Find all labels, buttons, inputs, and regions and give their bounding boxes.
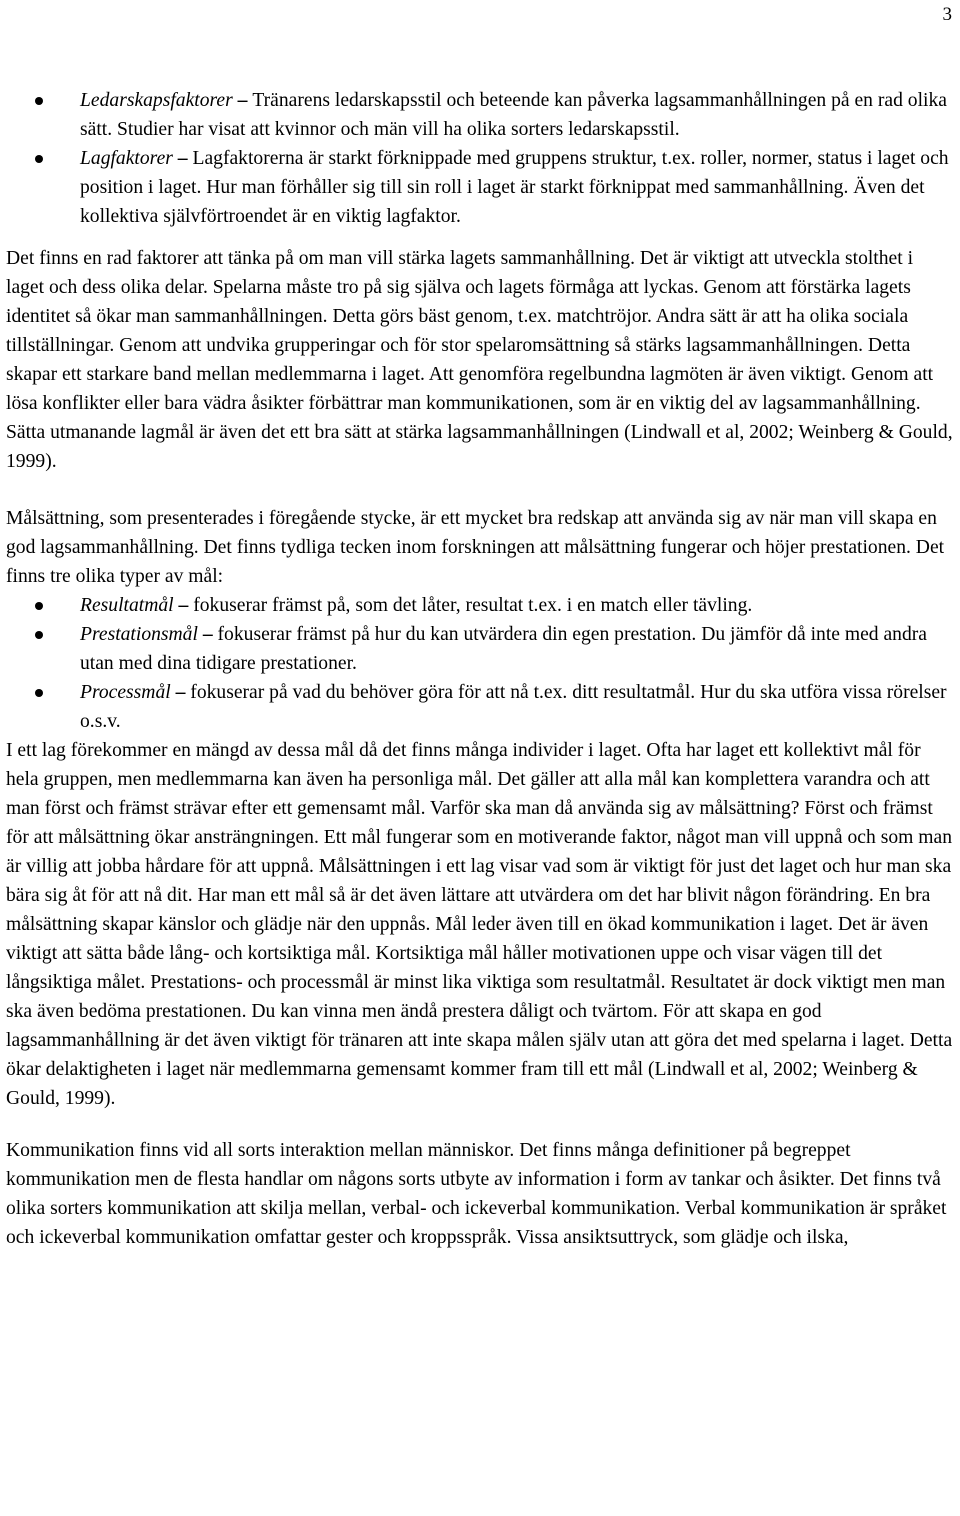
list-item-dash: – — [170, 682, 191, 703]
list-item — [6, 620, 954, 678]
list-item-term: Resultatmål — [80, 595, 174, 616]
list-item — [6, 86, 954, 144]
factor-list — [6, 86, 954, 231]
list-item — [6, 591, 954, 620]
list-item — [6, 678, 954, 736]
list-item-text: fokuserar främst på hur du kan utvärdera din egen prestation. Du jämför då inte med andra utan med dina tidigare prestationer. — [80, 624, 928, 674]
page-number: 3 — [942, 4, 952, 25]
list-item-dash: – — [197, 624, 218, 645]
paragraph-team-goals: I ett lag förekommer en mängd av dessa mål då det finns många individer i laget. Ofta har laget ett kollektivt mål för hela gruppen, men medlemmarna kan även ha personliga mål. Det gäller att alla mål kan komplettera varandra och att man först och främst strävar efter ett gemensamt mål. Varför ska man då använda sig av målsättning? Först och främst för att målsättning ökar ansträngningen. Ett mål fungerar som en motiverande faktor, något man vill uppnå och som man är villig att jobba hårdare för att uppnå. Målsättningen i ett lag visar vad som är viktigt för just det laget och hur man ska bära sig åt för att nå dit. Har man ett mål så är det även lättare att utvärdera om det har blivit någon förändring. En bra målsättning skapar känslor och glädje när den uppnås. Mål leder även till en ökad kommunikation i laget. Det är även viktigt att sätta både lång- och kortsiktiga mål. Kortsiktiga mål håller motivationen uppe och visar vägen till det långsiktiga målet. Prestations- och processmål är minst lika viktiga som resultatmål. Resultatet är dock viktigt men man ska även bedöma prestationen. Du kan vinna men ändå prestera dåligt och tvärtom. För att skapa en god lagsammanhållning är det även viktigt för tränaren att inte skapa målen själv utan att göra det med spelarna i laget. Detta ökar delaktigheten i laget när medlemmarna gemensamt kommer fram till ett mål (Lindwall et al, 2002; Weinberg & Gould, 1999). — [6, 740, 953, 1109]
paragraph-communication: Kommunikation finns vid all sorts interaktion mellan människor. Det finns många definitioner på begreppet kommunikation men de flesta handlar om någons sorts utbyte av information i form av tankar och åsikter. Det finns två olika sorters kommunikation att skilja mellan, verbal- och ickeverbal kommunikation. Verbal kommunikation är språket och ickeverbal kommunikation omfattar gester och kroppsspråk. Vissa ansiktsuttryck, som glädje och ilska, — [6, 1140, 947, 1248]
paragraph-cohesion: Det finns en rad faktorer att tänka på om man vill stärka lagets sammanhållning. Det är viktigt att utveckla stolthet i laget och dess olika delar. Spelarna måste tro på sig själva och lagets förmåga att lyckas. Genom att förstärka lagets identitet så ökar man sammanhållningen. Detta görs bäst genom, t.ex. matchtröjor. Andra sätt är att ha olika sociala tillställningar. Genom att undvika grupperingar och för stor spelaromsättning så stärks lagsammanhållningen. Detta skapar ett starkare band mellan medlemmarna i laget. Att genomföra regelbundna lagmöten är även viktigt. Genom att lösa konflikter eller bara vädra åsikter förbättrar man kommunikationen, som är en viktig del av lagsammanhållning. Sätta utmanande lagmål är även det ett bra sätt at stärka lagsammanhållningen (Lindwall et al, 2002; Weinberg & Gould, 1999). — [6, 248, 953, 472]
list-item-dash: – — [173, 595, 194, 616]
list-item — [6, 144, 954, 231]
list-item-term: Ledarskapsfaktorer — [80, 90, 233, 111]
list-item-dash: – — [232, 90, 253, 111]
list-item-text: fokuserar på vad du behöver göra för att nå t.ex. ditt resultatmål. Hur du ska utföra vissa rörelser o.s.v. — [80, 682, 947, 732]
document-body — [6, 86, 954, 1252]
list-item-dash: – — [172, 148, 193, 169]
list-item-term: Processmål — [80, 682, 171, 703]
list-item-term: Lagfaktorer — [80, 148, 173, 169]
goal-type-list — [6, 591, 954, 736]
list-item-text: fokuserar främst på, som det låter, resultat t.ex. i en match eller tävling. — [193, 595, 753, 616]
paragraph-goal-setting: Målsättning, som presenterades i föregående stycke, är ett mycket bra redskap att använda sig av när man vill skapa en god lagsammanhållning. Det finns tydliga tecken inom forskningen att målsättning fungerar och höjer prestationen. Det finns tre olika typer av mål: — [6, 508, 945, 587]
list-item-text: Lagfaktorerna är starkt förknippade med gruppens struktur, t.ex. roller, normer, status i laget och position i laget. Hur man förhåller sig till sin roll i laget är starkt förknippat med sammanhållning. Även det kollektiva självförtroendet är en viktig lagfaktor. — [80, 148, 949, 227]
list-item-text: Tränarens ledarskapsstil och beteende kan påverka lagsammanhållningen på en rad olika sätt. Studier har visat att kvinnor och män vill ha olika sorters ledarskapsstil. — [80, 90, 947, 140]
list-item-term: Prestationsmål — [80, 624, 198, 645]
